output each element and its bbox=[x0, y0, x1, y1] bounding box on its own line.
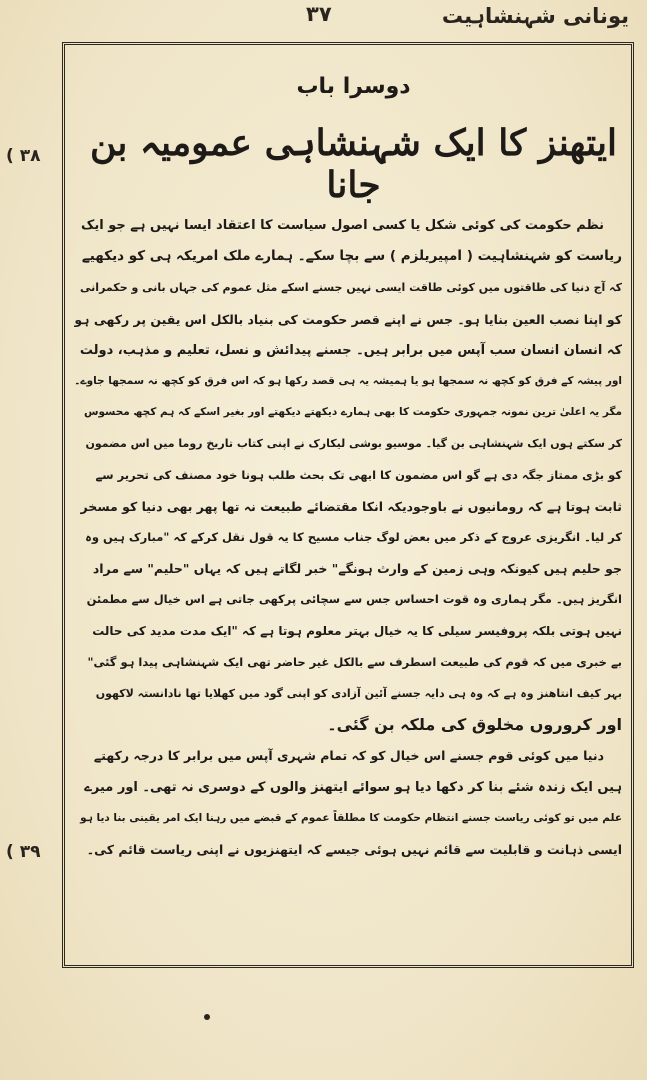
paragraph bbox=[74, 210, 622, 740]
text-line: کہ انسان انسان سب آپس میں برابر ہیں۔ جسنے پیدائش و نسل، تعلیم و مذہب، دولت bbox=[79, 342, 622, 358]
text-line: دنیا میں کوئی قوم جسنے اس خیال کو کہ تمام شہری آپس میں برابر کا درجہ رکھتے bbox=[93, 748, 604, 764]
chapter-title: ایتھنز کا ایک شہنشاہی عمومیہ بن جانا bbox=[89, 122, 618, 206]
text-line: کو اپنا نصب العین بنایا ہو۔ جس نے اپنے قصر حکومت کی بنیاد بالکل اس یقین پر رکھی ہو bbox=[74, 311, 622, 327]
text-line: بے خبری میں کہ قوم کی طبیعت اسطرف سے بالکل غیر حاضر تھی ایک شہنشاہی پیدا ہو گئی" bbox=[87, 654, 622, 669]
paragraph bbox=[74, 740, 622, 865]
margin-note: ( ۳۸ bbox=[6, 146, 41, 166]
text-line: نہیں ہوتی بلکہ پروفیسر سیلی کا یہ خیال بہتر معلوم ہوتا ہے کہ "ایک مدت مدید کی حالت bbox=[92, 623, 622, 638]
text-line: اور کروروں مخلوق کی ملکہ بن گئی۔ bbox=[327, 715, 622, 735]
text-line: انگریز ہیں۔ مگر ہماری وہ قوت احساس جس سے سچائی پرکھی جاتی ہے اس خیال سے مطمئن bbox=[86, 592, 622, 607]
text-line: اور پیشہ کے فرق کو کچھ نہ سمجھا ہو یا ہمیشہ یہ ہی قصد رکھا ہو کہ اس فرق کو کچھ نہ سمجھا جاوے۔ bbox=[74, 375, 622, 388]
chapter-label: دوسرا باب bbox=[296, 74, 411, 99]
text-line: کہ آج دنیا کی طاقتوں میں کوئی طاقت ایسی نہیں جسنے اسکے مثل عموم کی جہاں بانی و حکمرانی bbox=[80, 281, 622, 295]
text-line: بہر کیف انتاھنز وہ ہے کہ وہ ہی دایہ جسنے آئین آزادی کو اپنی گود میں کھلایا تھا نادانستہ لاکھوں bbox=[95, 687, 622, 701]
text-line: نظم حکومت کی کوئی شکل یا کسی اصول سیاست کا اعتقاد ایسا نہیں ہے جو ایک bbox=[81, 218, 604, 233]
running-head: یونانی شہنشاہیت bbox=[441, 4, 629, 28]
text-line: ثابت ہوتا ہے کہ رومانیوں نے باوجودیکہ انکا مقتضائے طبیعت نہ تھا پھر بھی دنیا کو مسخر bbox=[80, 498, 622, 514]
text-line: علم میں تو کوئی ریاست جسنے انتظام حکومت کا مطلقاً عموم کے قبضے میں رہنا ایک امر یقینی بنا دیا ہو bbox=[80, 811, 622, 824]
margin-note: ( ۳۹ bbox=[6, 842, 41, 862]
body-text bbox=[74, 210, 622, 865]
text-line: ریاست کو شہنشاہیت ( امپیریلزم ) سے بچا سکے۔ ہمارے ملک امریکہ ہی کو دیکھیے bbox=[81, 248, 622, 265]
text-line: ایسی ذہانت و قابلیت سے قائم نہیں ہوئی جیسے کہ ایتھنزیوں نے اپنی ریاست قائم کی۔ bbox=[86, 842, 622, 858]
text-line: کر سکتے ہوں ایک شہنشاہی بن گیا۔ موسیو بوشی لیکارک نے اپنی کتاب تاریخ روما میں اس مضمون bbox=[85, 437, 622, 451]
text-line: کر لیا۔ انگریزی عروج کے ذکر میں بعض لوگ جناب مسیح کا یہ قول نقل کرکے کہ "مبارک ہیں وہ bbox=[85, 530, 622, 545]
text-line: جو حلیم ہیں کیونکہ وہی زمین کے وارث ہونگے" خبر لگاتے ہیں کہ یہاں "حلیم" سے مراد bbox=[92, 561, 622, 577]
text-line: مگر یہ اعلیٰ ترین نمونہ جمہوری حکومت کا بھی ہمارے دیکھتے دیکھتے اور بغیر اسکے کہ ہم کچھ محسوس bbox=[83, 406, 622, 419]
text-line: ہیں ایک زندہ شئے بنا کر دکھا دیا ہو سوائے ایتھنز والوں کے دوسری نہ تھی۔ اور میرے bbox=[84, 779, 622, 795]
text-line: کو بڑی ممتاز جگہ دی ہے گو اس مضمون کا ابھی تک بحث طلب ہونا خود مصنف کی تحریر سے bbox=[95, 467, 622, 482]
ink-dot bbox=[204, 1014, 210, 1020]
page-number: ۳۷ bbox=[306, 2, 332, 26]
